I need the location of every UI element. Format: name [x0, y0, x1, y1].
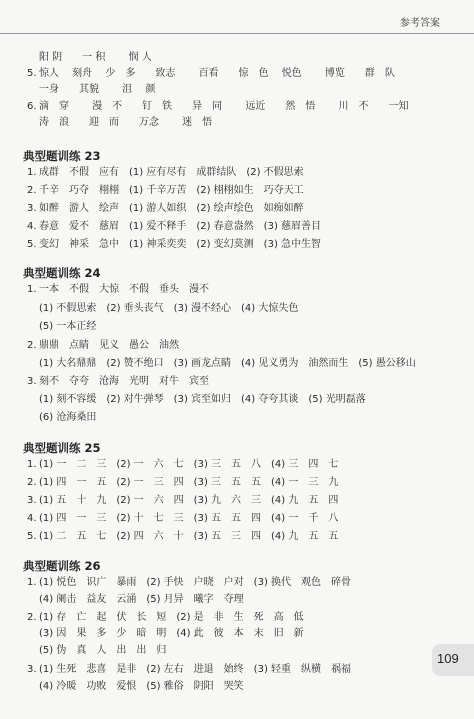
item-number: 3.: [27, 495, 37, 506]
answer-text: 刻不 夺夸 沧海 光明 对牛 宾至: [39, 376, 209, 387]
page-number: 109: [437, 651, 459, 666]
item-number: 1.: [27, 284, 37, 295]
section-title: 典型题训练 26: [23, 559, 101, 573]
item-number: 3.: [27, 376, 37, 387]
answer-text: (4) 冷暖 功败 爱恨 (5) 雅俗 阴阳 哭笑: [39, 681, 244, 692]
section-title: 典型题训练 23: [23, 149, 101, 163]
answer-text: (5) 伪 真 人 出 出 归: [39, 645, 167, 656]
answer-text: (1) 五 十 九 (2) 一 六 四 (3) 九 六 三 (4) 九 五 四: [39, 495, 339, 506]
answer-text: (1) 四 一 五 (2) 一 三 四 (3) 三 五 五 (4) 一 三 九: [39, 477, 339, 488]
item-number: 1.: [27, 577, 37, 588]
answer-text: (3) 因 果 多 少 暗 明 (4) 此 彼 本 末 旧 新: [39, 628, 304, 639]
item-number: 2.: [27, 477, 37, 488]
answer-text: 鼎鼎 点睛 见义 愚公 油然: [39, 340, 179, 351]
item-number: 2.: [27, 340, 37, 351]
answer-text: (1) 刻不容缓 (2) 对牛弹琴 (3) 宾至如归 (4) 夺夸其谈 (5) 光明磊落: [39, 394, 366, 405]
item-number: 2.: [27, 185, 37, 196]
header-rule: [0, 33, 474, 34]
answer-text: (5) 一本正经: [39, 321, 97, 332]
item-number: 6.: [27, 101, 37, 112]
answer-text: (4) 阑击 益友 云涌 (5) 月异 曦字 夺理: [39, 594, 244, 605]
item-number: 5.: [27, 531, 37, 542]
answer-text: (1) 悦色 识广 暴雨 (2) 手快 户晓 户对 (3) 换代 观色 碎骨: [39, 577, 352, 588]
answer-text: 一本 不假 大惊 不假 垂头 漫不: [39, 284, 209, 295]
item-number: 5.: [27, 68, 37, 79]
answer-text: (1) 不假思索 (2) 垂头丧气 (3) 漫不经心 (4) 大惊失色: [39, 303, 299, 314]
item-number: 3.: [27, 203, 37, 214]
answer-text: 涛 浪 迎 而 万念 迷 悟: [39, 117, 213, 128]
section-title: 典型题训练 24: [23, 266, 101, 280]
answer-text: 春意 爱不 慈眉 (1) 爱不释手 (2) 春意盎然 (3) 慈眉善目: [39, 221, 322, 232]
item-number: 2.: [27, 612, 37, 623]
answer-text: (1) 四 一 三 (2) 十 七 三 (3) 五 五 四 (4) 一 千 八: [39, 513, 339, 524]
item-number: 1.: [27, 167, 37, 178]
answer-text: 变幻 神采 急中 (1) 神采奕奕 (2) 变幻莫测 (3) 急中生智: [39, 239, 322, 250]
answer-text: 一身 其貌 沮 颜: [39, 84, 156, 95]
answer-text: (1) 生死 悲喜 是非 (2) 左右 进退 始终 (3) 轻重 纵横 祸福: [39, 664, 352, 675]
answer-text: 阳 阴 一 积 悯 人: [39, 52, 152, 63]
answer-text: 滴 穿 漫 不 钉 铁 异 同 远近 然 悟 川 不 一知: [39, 101, 409, 112]
item-number: 1.: [27, 459, 37, 470]
item-number: 5.: [27, 239, 37, 250]
answer-text: (6) 沧海桑田: [39, 412, 97, 423]
answer-text: (1) 二 五 七 (2) 四 六 十 (3) 五 三 四 (4) 九 五 五: [39, 531, 339, 542]
header-label: 参考答案: [400, 18, 440, 29]
item-number: 4.: [27, 221, 37, 232]
answer-text: 如醉 游人 绘声 (1) 游人如织 (2) 绘声绘色 如痴如醉: [39, 203, 304, 214]
answer-text: (1) 一 二 三 (2) 一 六 七 (3) 三 五 八 (4) 三 四 七: [39, 459, 339, 470]
answer-text: 惊人 刻舟 少 多 致志 百看 惊 色 悦色 博览 群 队: [39, 68, 395, 79]
item-number: 3.: [27, 664, 37, 675]
answer-text: (1) 存 亡 起 伏 长 短 (2) 是 非 生 死 高 低: [39, 612, 304, 623]
answer-text: 千辛 巧夺 栩栩 (1) 千辛万苦 (2) 栩栩如生 巧夺天工: [39, 185, 304, 196]
section-title: 典型题训练 25: [23, 441, 101, 455]
answer-text: 成群 不假 应有 (1) 应有尽有 成群结队 (2) 不假思索: [39, 167, 304, 178]
item-number: 4.: [27, 513, 37, 524]
answer-text: (1) 大名鼎鼎 (2) 赞不绝口 (3) 画龙点睛 (4) 见义勇为 油然而生 (5) 愚公移山: [39, 358, 416, 369]
